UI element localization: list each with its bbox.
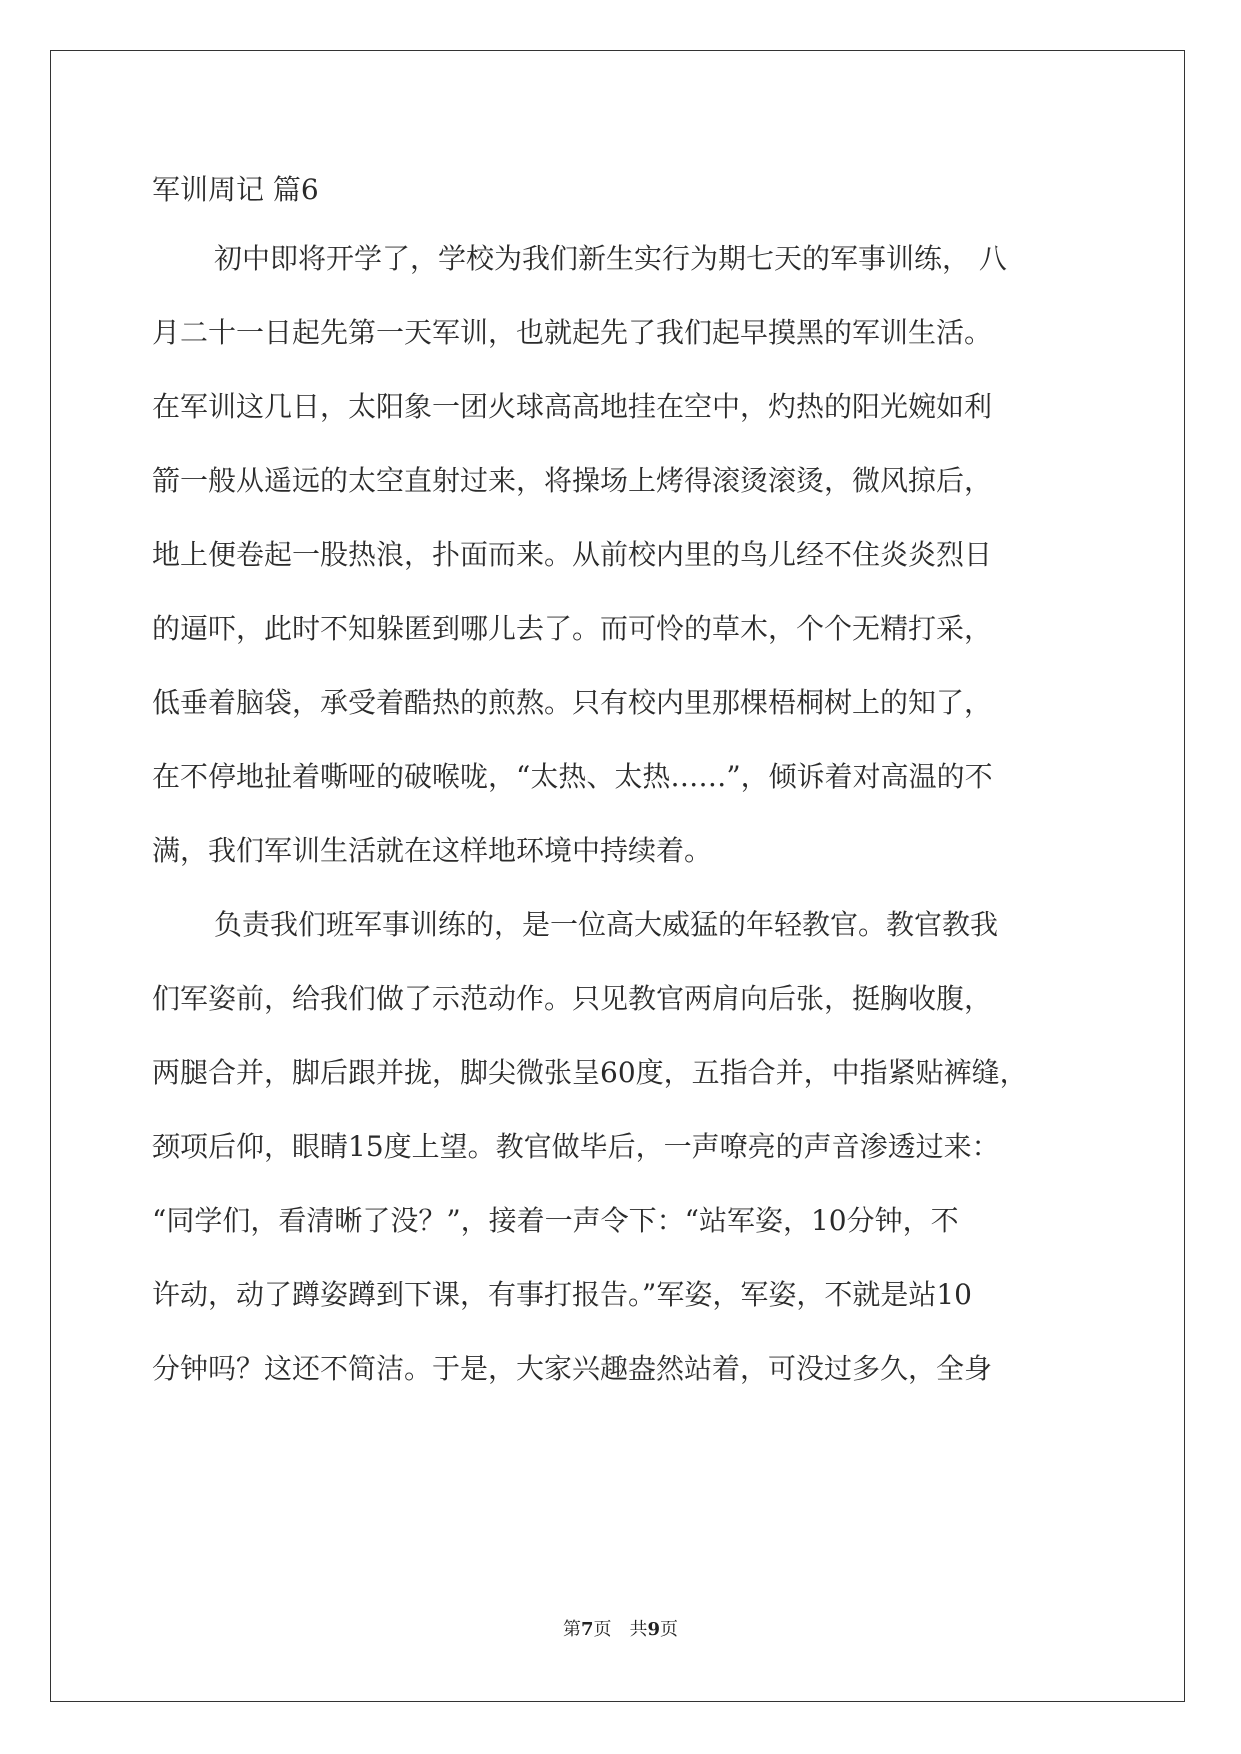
total-pages-number: 9 [647,1619,661,1640]
paragraph-1 [152,222,1092,888]
text-line: 在军训这几日，太阳象一团火球高高地挂在空中，灼热的阳光婉如利 [152,390,993,423]
text-line: 地上便卷起一股热浪，扑面而来。从前校内里的鸟儿经不住炎炎烈日 [152,538,993,571]
paragraph-2 [152,888,1092,1406]
text-line: 初中即将开学了，学校为我们新生实行为期七天的军事训练， 八 [214,242,1007,275]
text-line: 两腿合并，脚后跟并拢，脚尖微张呈60度，五指合并，中指紧贴裤缝， [152,1056,1028,1089]
text-line: 箭一般从遥远的太空直射过来，将操场上烤得滚烫滚烫，微风掠后， [152,464,993,497]
page-footer [0,1615,1241,1641]
text-line: 颈项后仰，眼睛15度上望。教官做毕后，一声嘹亮的声音渗透过来： [152,1130,1000,1163]
document-body [152,160,1092,1406]
text-line: 在不停地扯着嘶哑的破喉咙，“太热、太热……”，倾诉着对高温的不 [152,760,993,793]
footer-suffix: 页 [660,1619,679,1640]
document-title: 军训周记 篇6 [152,173,319,206]
text-line: “同学们，看清晰了没？”，接着一声令下：“站军姿，10分钟，不 [152,1204,959,1237]
text-line: 满，我们军训生活就在这样地环境中持续着。 [152,834,713,867]
current-page-number: 7 [580,1619,594,1640]
text-line: 分钟吗？这还不简洁。于是，大家兴趣盎然站着，可没过多久，全身 [152,1352,993,1385]
footer-prefix: 第 [562,1619,581,1640]
text-line: 们军姿前，给我们做了示范动作。只见教官两肩向后张，挺胸收腹， [152,982,993,1015]
text-line: 月二十一日起先第一天军训，也就起先了我们起早摸黑的军训生活。 [152,316,993,349]
text-line: 负责我们班军事训练的，是一位高大威猛的年轻教官。教官教我 [214,908,999,941]
text-line: 许动，动了蹲姿蹲到下课，有事打报告。”军姿，军姿，不就是站10 [152,1278,972,1311]
footer-middle: 页 共 [593,1619,648,1640]
text-line: 低垂着脑袋，承受着酷热的煎熬。只有校内里那棵梧桐树上的知了， [152,686,993,719]
text-line: 的逼吓，此时不知躲匿到哪儿去了。而可怜的草木，个个无精打采， [152,612,993,645]
